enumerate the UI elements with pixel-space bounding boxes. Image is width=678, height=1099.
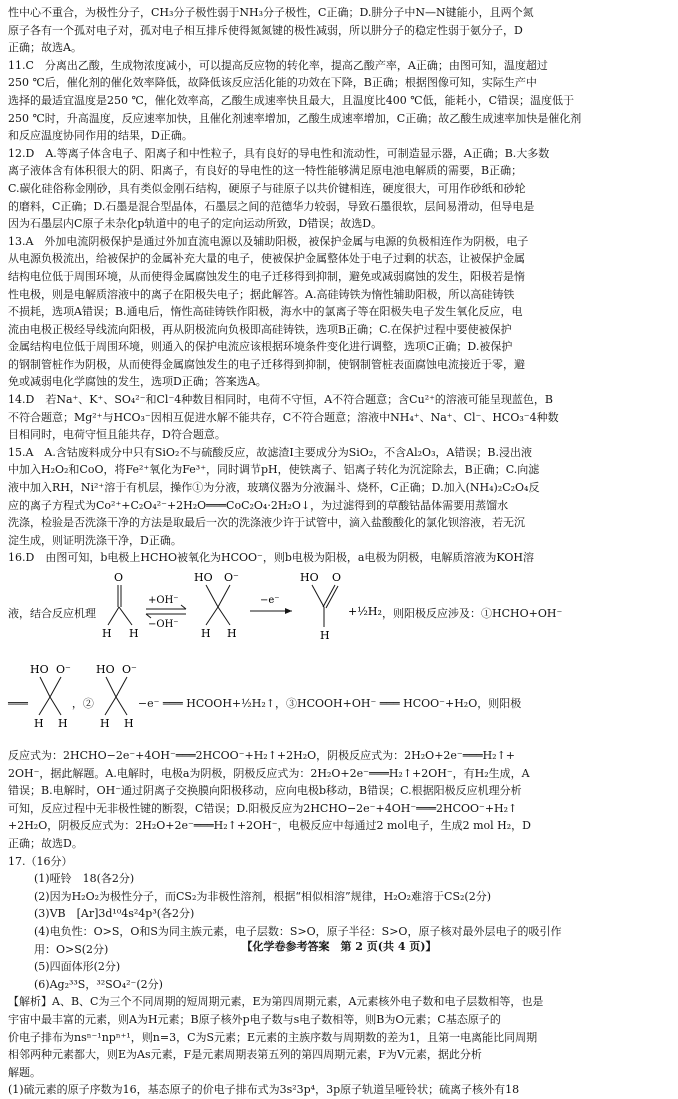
intermediate-structure-3 <box>94 659 138 747</box>
text-line: 11.C 分离出乙酸，生成物浓度减小，可以提高反应物的转化率，提高乙酸产率，A正确；由图可知，温度超过 <box>8 58 548 72</box>
intermediate-structure-2 <box>28 659 72 747</box>
mechanism-row-2 <box>8 659 666 747</box>
text-line: 应的离子方程式为Co²⁺+C₂O₄²⁻+2H₂O═══CoC₂O₄·2H₂O↓，为过滤得到的草酸钴晶体需要用蒸馏水 <box>8 498 509 512</box>
text-line: 流由电极正极经导线流向阳极，再从阴极流向负极即高硅铸铁，选项B正确；C.在保护过程中要使被保护 <box>8 322 512 336</box>
answer-line: (5)四面体形(2分) <box>34 960 121 974</box>
atom-ho: HO <box>194 571 213 584</box>
text-line: 16.D 由图可知，b电极上HCHO被氧化为HCOO⁻，则b电极为阳极，a电极为阴极，电解质溶液为KOH溶 <box>8 551 534 565</box>
arrow-label-minus-e: −e⁻ <box>260 595 280 606</box>
text-line: 15.A A.含钴废料成分中只有SiO₂不与硫酸反应，故滤渣Ⅰ主要成分为SiO₂，不含Al₂O₃，A错误；B.浸出液 <box>8 445 533 459</box>
mechanism2-suffix: −e⁻ ═══ HCOOH+½H₂↑，③HCOOH+OH⁻ ═══ HCOO⁻+H₂O，则阳极 <box>137 697 522 710</box>
arrow-label-minus-oh: −OH⁻ <box>148 619 179 630</box>
text-line: 不符合题意；Mg²⁺与HCO₃⁻因相互促进水解不能共存，C不符合题意；溶液中NH₄⁺、Na⁺、Cl⁻、HCO₃⁻4种数 <box>8 410 559 424</box>
atom-ho: HO <box>300 571 319 584</box>
text-line: 17.（16分） <box>8 854 73 868</box>
atom-h: H <box>102 627 112 640</box>
text-line: 250 ℃时，升高温度，反应速率加快，且催化剂速率增加，乙酸生成速率增加，C正确；故乙酸生成速率加快是催化剂 <box>8 111 582 125</box>
main-column <box>8 4 666 1099</box>
forward-arrow <box>250 595 292 614</box>
text-line: 结构电位低于周围环境，从而使得金属腐蚀发生的电子迁移得到抑制，避免或减弱腐蚀的发生，阳极若是惰 <box>8 269 525 283</box>
mechanism-row-1 <box>8 567 666 659</box>
atom-o: O <box>114 571 124 584</box>
text-line: 和反应温度协同作用的结果，D正确。 <box>8 129 193 143</box>
formic-acid-structure <box>300 571 341 642</box>
answer-list-q17 <box>8 870 666 993</box>
mechanism-prefix: 液，结合反应机理 <box>8 607 96 620</box>
analysis-line: 宇宙中最丰富的元素，则A为H元素；B原子核外p电子数与s电子数相等，则B为O元素；C基态原子的 <box>8 1012 501 1026</box>
atom-h: H <box>227 627 237 640</box>
text-line: 的磨料，C正确；D.石墨是混合型晶体，石墨层之间的范德华力较弱，导致石墨很软，层间易滑动，但导电是 <box>8 199 535 213</box>
atom-h: H <box>320 629 330 642</box>
text-line: 12.D A.等离子体含电子、阳离子和中性粒子，具有良好的导电性和流动性，可制造显示器，A正确；B.大多数 <box>8 146 550 160</box>
atom-h: H <box>57 717 68 730</box>
text-line: 不损耗，选项A错误；B.通电后，惰性高硅铸铁作阳极，海水中的氯离子等在阳极失电子发生氧化反应，电 <box>8 305 523 319</box>
text-line: 性中心不重合，为极性分子，CH₃分子极性弱于NH₃分子极性，C正确；D.肼分子中N—N键能小，且两个氮 <box>8 6 534 19</box>
atom-o: O <box>332 571 342 584</box>
equilibrium-arrow <box>146 595 186 630</box>
answer-line: (6)Ag₂³³S，³²SO₄²⁻(2分) <box>34 977 163 991</box>
text-line: 可知，反应过程中无非极性键的断裂，C错误；D.阳极反应为2HCHO−2e⁻+4OH⁻═══2HCOO⁻+H₂↑ <box>8 801 518 815</box>
analysis-line: (1)硫元素的原子序数为16，基态原子的价电子排布式为3s²3p⁴，3p原子轨道呈哑铃状；硫离子核外有18 <box>8 1083 520 1097</box>
answer-line: (3)VB [Ar]3d¹⁰4s²4p³(各2分) <box>34 907 195 921</box>
text-line: 液中加入RH，Ni²⁺溶于有机层，操作①为分液，玻璃仪器为分液漏斗、烧杯，C正确；D.加入(NH₄)₂C₂O₄反 <box>8 481 540 495</box>
text-line: 13.A 外加电流阴极保护是通过外加直流电源以及辅助阳极，被保护金属与电源的负极相连作为阴极，电子 <box>8 234 529 248</box>
text-block-q10-q16 <box>8 4 666 567</box>
mechanism2-mid: ，② <box>71 697 94 710</box>
text-line: 离子液体含有体积很大的阴、阳离子，有良好的导电性的这一特性能够满足原电池电解质的需要，B正确； <box>8 164 523 178</box>
intermediate-structure <box>194 571 239 640</box>
text-line: 正确；故选A。 <box>8 41 82 55</box>
analysis-line: 价电子排布为nsⁿ⁻¹npⁿ⁺¹，则n=3，C为S元素；E元素的主族序数与周期数的差为1，且第一电离能比同周期 <box>8 1030 538 1044</box>
analysis-line: 相邻两种元素都大，则E为As元素，F是元素周期表第五列的第四周期元素，F为V元素，据此分析 <box>8 1048 482 1062</box>
page-footer: 【化学卷参考答案 第 2 页(共 4 页)】 <box>241 940 437 953</box>
text-line: 2OH⁻，据此解题。A.电解时，电极a为阴极，阴极反应式为：2H₂O+2e⁻═══H₂↑+2OH⁻，有H₂生成，A <box>8 766 530 780</box>
analysis-paragraph <box>8 993 666 1099</box>
text-line: 原子各有一个孤对电子对，孤对电子相互排斥使得氮氮键的极性减弱，所以肼分子的稳定性弱于氨分子，D <box>8 23 523 37</box>
analysis-line: 解题。 <box>8 1065 41 1079</box>
h2-coefficient: +½H₂ <box>348 605 382 618</box>
text-line: 免或减弱电化学腐蚀的发生，选项D正确；答案选A。 <box>8 375 267 389</box>
answer-line: 用：O>S(2分) <box>34 942 109 956</box>
answer-line: (4)电负性：O>S，O和S为同主族元素，电子层数：S>O，原子半径：S>O，原子核对最外层电子的吸引作 <box>34 924 562 938</box>
mechanism2-prefix: ═══ <box>8 696 28 710</box>
atom-h: H <box>99 717 110 730</box>
text-line: 金属结构电位低于周围环境，则通入的保护电流应该根据环境条件变化进行调整，选项C正确；D.被保护 <box>8 340 513 354</box>
atom-o-minus: O⁻ <box>121 663 137 676</box>
text-line: +2H₂O，阴极反应式为：2H₂O+2e⁻═══H₂↑+2OH⁻，电极反应中每通过2 mol电子，生成2 mol H₂，D <box>8 819 531 833</box>
text-line: 14.D 若Na⁺、K⁺、SO₄²⁻和Cl⁻4种数目相同时，电荷不守恒，A不符合题意；含Cu²⁺的溶液可能呈现蓝色，B <box>8 393 553 407</box>
text-block-q16-q17 <box>8 747 666 870</box>
atom-ho: HO <box>29 663 49 676</box>
text-line: 的钢制管桩作为阴极，从而使得金属腐蚀发生的电子迁移得到抑制，使钢制管桩表面腐蚀电流接近于零，避 <box>8 357 525 371</box>
text-line: 因为石墨层内C原子未杂化p轨道中的电子的定向运动所致，D错误；故选D。 <box>8 217 383 231</box>
text-line: 淀生成，则证明洗涤干净，D正确。 <box>8 533 182 547</box>
atom-h: H <box>123 717 134 730</box>
answer-line: (1)哑铃 18(各2分) <box>34 872 135 886</box>
text-line: 中加入H₂O₂和CoO，将Fe²⁺氧化为Fe³⁺，同时调节pH，使铁离子、铝离子转化为沉淀除去，B正确；C.向滤 <box>8 463 540 477</box>
formaldehyde-structure <box>102 571 139 640</box>
answer-line: (2)因为H₂O₂为极性分子，而CS₂为非极性溶剂，根据“相似相溶”规律，H₂O₂难溶于CS₂(2分) <box>34 889 491 903</box>
atom-h: H <box>129 627 139 640</box>
atom-h: H <box>33 717 44 730</box>
analysis-line: 【解析】A、B、C为三个不同周期的短周期元素，E为第四周期元素，A元素核外电子数和电子层数相等，也是 <box>8 995 544 1009</box>
mechanism-suffix: ，则阳极反应涉及：①HCHO+OH⁻ <box>382 607 563 620</box>
text-line: 正确；故选D。 <box>8 836 83 850</box>
text-line: 洗涤，检验是否洗涤干净的方法是取最后一次的洗涤液少许于试管中，滴入盐酸酸化的氯化钡溶液，若无沉 <box>8 516 525 530</box>
atom-h: H <box>201 627 211 640</box>
atom-o-minus: O⁻ <box>55 663 71 676</box>
text-line: 性电极，则是电解质溶液中的离子在阳极失电子；据此解答。A.高硅铸铁为惰性辅助阳极，所以高硅铸铁 <box>8 287 515 301</box>
atom-ho: HO <box>95 663 115 676</box>
reaction-mechanism-diagram-1 <box>96 567 382 659</box>
text-line: 选择的最适宜温度是250 ℃，催化效率高，乙酸生成速率快且最大，且温度比400 ℃低，能耗小，C错误；温度低于 <box>8 93 575 107</box>
text-line: 250 ℃后，催化剂的催化效率降低，故降低该反应活化能的功效在下降，B正确；根据图像可知，实际生产中 <box>8 76 537 90</box>
text-line: 错误；B.电解时，OH⁻通过阴离子交换膜向阳极移动，应向电极b移动，B错误；C.根据阳极反应机理分析 <box>8 784 522 798</box>
text-line: 反应式为：2HCHO−2e⁻+4OH⁻═══2HCOO⁻+H₂↑+2H₂O，阴极反应式为：2H₂O+2e⁻═══H₂↑+ <box>8 749 516 762</box>
atom-o-minus: O⁻ <box>224 571 239 584</box>
text-line: C.碳化硅俗称金刚砂，具有类似金刚石结构，硬原子与硅原子以共价键相连，硬度很大，可用作砂纸和砂轮 <box>8 181 526 195</box>
text-line: 目相同时，电荷守恒且能共存，D符合题意。 <box>8 428 226 442</box>
text-line: 从电源负极流出，给被保护的金属补充大量的电子，使被保护金属整体处于电子过剩的状态，让被保护金属 <box>8 252 525 266</box>
arrow-label-plus-oh: +OH⁻ <box>148 595 179 606</box>
